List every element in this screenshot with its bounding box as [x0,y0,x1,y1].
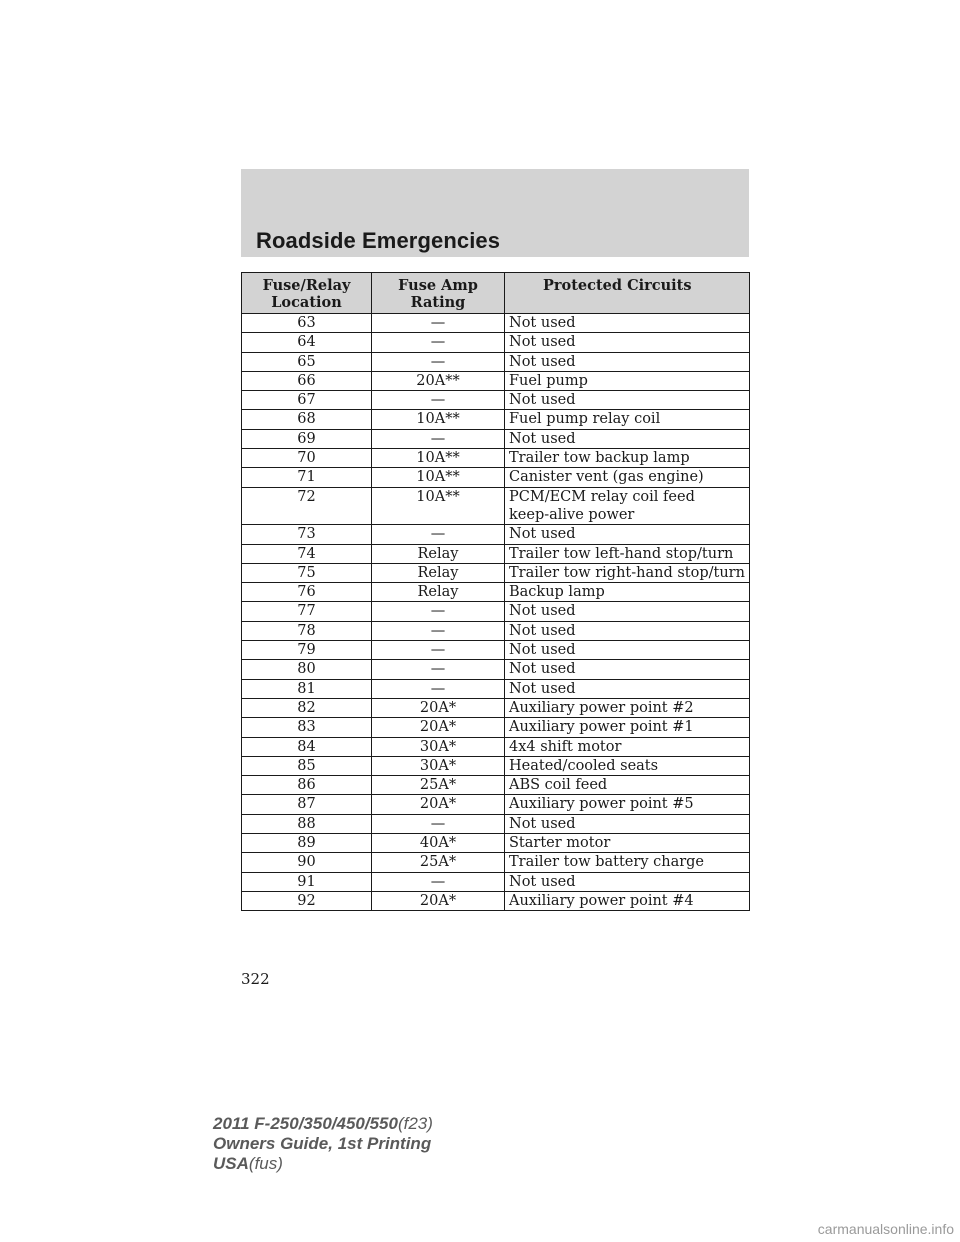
cell-text: 87 [297,796,316,813]
footer-market: USA [213,1154,249,1173]
protected-circuit-cell [505,776,750,795]
cell-text: Not used [509,334,576,351]
fuse-location-cell [242,641,372,660]
protected-circuit-cell [505,737,750,756]
protected-circuit-cell [505,429,750,448]
fuse-amp-cell [372,525,505,544]
protected-circuit-cell [505,449,750,468]
fuse-amp-cell [372,391,505,410]
fuse-amp-cell [372,718,505,737]
fuse-location-cell [242,468,372,487]
fuse-location-cell [242,333,372,352]
section-title: Roadside Emergencies [256,228,501,253]
cell-text: — [430,873,446,890]
fuse-amp-cell [372,698,505,717]
cell-text: 86 [297,777,316,794]
fuse-location-cell [242,391,372,410]
protected-circuit-cell [505,814,750,833]
fuse-location-cell [242,660,372,679]
fuse-amp-cell [372,449,505,468]
table-row [242,563,750,582]
cell-text: 91 [297,873,316,890]
header-text-line: Rating [410,294,466,311]
fuse-location-cell [242,872,372,891]
table-row [242,352,750,371]
fuse-location-cell [242,525,372,544]
fuse-location-cell [242,679,372,698]
table-row [242,602,750,621]
cell-text: 92 [297,892,316,909]
cell-text: 66 [297,372,316,389]
cell-text: Fuel pump [509,372,588,389]
fuse-location-cell [242,487,372,525]
fuse-amp-cell [372,834,505,853]
fuse-location-cell [242,449,372,468]
protected-circuit-cell [505,698,750,717]
table-row [242,410,750,429]
cell-text: 20A* [419,892,457,909]
header-text-line: Location [271,294,342,311]
protected-circuit-cell [505,641,750,660]
protected-circuit-cell [505,583,750,602]
fuse-amp-cell [372,756,505,775]
cell-text: — [430,642,446,659]
protected-circuit-cell [505,410,750,429]
cell-text: — [430,622,446,639]
fuse-amp-cell [372,314,505,333]
table-row [242,487,750,525]
cell-text: 20A* [419,699,457,716]
cell-text: Not used [509,392,576,409]
protected-circuit-cell [505,834,750,853]
fuse-location-cell [242,756,372,775]
cell-text: Not used [509,315,576,331]
cell-text: Canister vent (gas engine) [509,469,704,486]
fuse-location-cell [242,371,372,390]
fuse-amp-cell [372,660,505,679]
protected-circuit-cell [505,487,750,525]
fuse-amp-cell [372,371,505,390]
fuse-amp-cell [372,487,505,525]
fuse-location-cell [242,776,372,795]
cell-text: Fuel pump relay coil [509,411,661,428]
protected-circuit-cell [505,853,750,872]
fuse-amp-cell [372,583,505,602]
cell-text: — [430,353,446,370]
table-row [242,660,750,679]
fuse-location-cell [242,834,372,853]
fuse-location-cell [242,563,372,582]
cell-text: Not used [509,430,576,447]
fuse-amp-cell [372,621,505,640]
cell-text: 83 [297,719,316,736]
cell-text: 64 [297,334,316,351]
fuse-amp-cell [372,333,505,352]
table-row [242,795,750,814]
fuse-location-cell [242,737,372,756]
table-row [242,468,750,487]
cell-text: 79 [297,642,316,659]
protected-circuit-cell [505,333,750,352]
fuse-amp-cell [372,563,505,582]
cell-text: 76 [297,584,316,601]
cell-text: 72 [297,488,316,505]
watermark: carmanualsonline.info [817,1221,954,1237]
fuse-location-cell [242,314,372,333]
cell-text: PCM/ECM relay coil feed [509,488,695,505]
fuse-amp-cell [372,679,505,698]
table-header-row [242,273,750,314]
protected-circuit-cell [505,391,750,410]
fuse-location-cell [242,583,372,602]
cell-text: 77 [297,603,316,620]
table-row [242,737,750,756]
table-row [242,814,750,833]
table-row [242,544,750,563]
cell-text: — [430,680,446,697]
table-row [242,776,750,795]
cell-text: 20A* [419,796,457,813]
protected-circuit-cell [505,525,750,544]
protected-circuit-cell [505,891,750,910]
cell-text: Not used [509,353,576,370]
cell-text: Trailer tow right-hand stop/turn [509,564,745,581]
cell-text: Not used [509,873,576,890]
footer-print-info [213,1114,433,1174]
protected-circuit-cell [505,371,750,390]
cell-text: 68 [297,411,316,428]
protected-circuit-cell [505,468,750,487]
cell-text: 71 [297,469,316,486]
cell-text: — [430,815,446,832]
cell-text: 81 [297,680,316,697]
protected-circuit-cell [505,621,750,640]
protected-circuit-cell [505,679,750,698]
cell-text: 70 [297,450,316,467]
fuse-amp-cell [372,468,505,487]
fuse-location-cell [242,718,372,737]
cell-text: 89 [297,835,316,852]
cell-text: 30A* [419,757,457,774]
cell-text: Heated/cooled seats [509,757,659,774]
cell-text: 73 [297,526,316,543]
cell-text: 4x4 shift motor [509,738,622,755]
protected-circuit-cell [505,544,750,563]
cell-text: Not used [509,661,576,678]
cell-text: Not used [509,815,576,832]
cell-text: — [430,430,446,447]
table-row [242,679,750,698]
cell-text: Relay [417,584,459,601]
protected-circuit-cell [505,660,750,679]
cell-text: 82 [297,699,316,716]
cell-text: 69 [297,430,316,447]
table-row [242,718,750,737]
cell-text: 10A** [416,469,460,486]
protected-circuit-cell [505,314,750,333]
cell-text: 20A** [416,372,460,389]
protected-circuit-cell [505,352,750,371]
table-row [242,391,750,410]
cell-text: Relay [417,564,459,581]
cell-text: Auxiliary power point #4 [509,892,694,909]
fuse-location-cell [242,352,372,371]
cell-text: — [430,603,446,620]
cell-text: keep-alive power [509,506,635,523]
table-row [242,698,750,717]
footer-model: 2011 F-250/350/450/550 [213,1114,398,1133]
cell-text: 40A* [419,835,457,852]
cell-text: 74 [297,545,316,562]
cell-text: Not used [509,622,576,639]
table-row [242,756,750,775]
cell-text: Auxiliary power point #5 [509,796,694,813]
cell-text: ABS coil feed [509,777,608,794]
footer-market-code: (fus) [248,1154,283,1173]
fuse-location-cell [242,429,372,448]
protected-circuit-cell [505,872,750,891]
cell-text: Not used [509,603,576,620]
cell-text: 80 [297,661,316,678]
header-amp-rating [372,273,505,314]
table-row [242,449,750,468]
fuse-amp-cell [372,814,505,833]
fuse-amp-cell [372,872,505,891]
header-text-line: Fuse/Relay [262,277,351,294]
cell-text: Auxiliary power point #1 [509,719,694,736]
protected-circuit-cell [505,602,750,621]
table-row [242,872,750,891]
protected-circuit-cell [505,718,750,737]
footer-guide: Owners Guide, 1st Printing [213,1134,432,1153]
cell-text: 20A* [419,719,457,736]
cell-text: — [430,526,446,543]
cell-text: Not used [509,526,576,543]
table-row [242,429,750,448]
table-row [242,621,750,640]
fuse-location-cell [242,410,372,429]
table-row [242,891,750,910]
cell-text: Trailer tow left-hand stop/turn [509,545,734,562]
fuse-table [241,272,750,911]
fuse-amp-cell [372,891,505,910]
table-row [242,583,750,602]
fuse-amp-cell [372,641,505,660]
cell-text: Not used [509,680,576,697]
cell-text: Trailer tow backup lamp [509,450,690,467]
fuse-amp-cell [372,410,505,429]
cell-text: 75 [297,564,316,581]
fuse-amp-cell [372,352,505,371]
cell-text: 78 [297,622,316,639]
footer-model-code: (f23) [397,1114,433,1133]
fuse-location-cell [242,814,372,833]
fuse-amp-cell [372,776,505,795]
fuse-location-cell [242,891,372,910]
table-row [242,371,750,390]
fuse-amp-cell [372,737,505,756]
fuse-amp-cell [372,795,505,814]
header-protected-circuits [505,273,750,314]
cell-text: — [430,661,446,678]
protected-circuit-cell [505,795,750,814]
cell-text: 85 [297,757,316,774]
table-row [242,314,750,333]
fuse-location-cell [242,544,372,563]
header-text-line: Fuse Amp [398,277,478,294]
header-text-line: Protected Circuits [543,277,692,294]
cell-text: 10A** [416,488,460,505]
table-row [242,333,750,352]
cell-text: 90 [297,854,316,871]
fuse-amp-cell [372,602,505,621]
cell-text: Backup lamp [509,584,605,601]
fuse-location-cell [242,602,372,621]
cell-text: 84 [297,738,316,755]
cell-text: — [430,315,446,331]
fuse-location-cell [242,853,372,872]
cell-text: — [430,392,446,409]
cell-text: Starter motor [509,835,611,852]
cell-text: Relay [417,545,459,562]
fuse-location-cell [242,795,372,814]
fuse-location-cell [242,698,372,717]
cell-text: Not used [509,642,576,659]
protected-circuit-cell [505,563,750,582]
cell-text: 25A* [419,777,457,794]
table-row [242,834,750,853]
fuse-location-cell [242,621,372,640]
table-row [242,853,750,872]
cell-text: Trailer tow battery charge [509,854,705,871]
cell-text: Auxiliary power point #2 [509,699,694,716]
table-row [242,641,750,660]
fuse-amp-cell [372,853,505,872]
fuse-amp-cell [372,544,505,563]
cell-text: 10A** [416,411,460,428]
cell-text: 30A* [419,738,457,755]
cell-text: 63 [297,315,316,331]
page-number: 322 [241,970,270,988]
fuse-amp-cell [372,429,505,448]
cell-text: 65 [297,353,316,370]
cell-text: 10A** [416,450,460,467]
cell-text: — [430,334,446,351]
protected-circuit-cell [505,756,750,775]
cell-text: 67 [297,392,316,409]
cell-text: 25A* [419,854,457,871]
table-row [242,525,750,544]
cell-text: 88 [297,815,316,832]
header-location [242,273,372,314]
